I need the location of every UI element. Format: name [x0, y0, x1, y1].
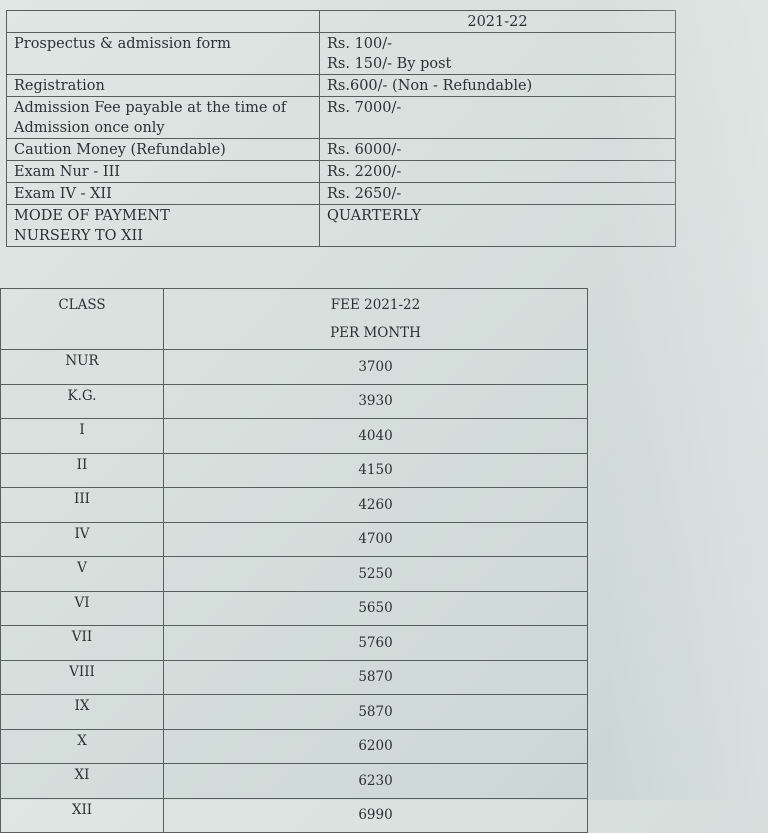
- fee-structure-row: [7, 75, 676, 97]
- fee-item-cell: [7, 139, 320, 161]
- fee-amount-cell: [320, 97, 676, 139]
- fee-amount-cell: [320, 75, 676, 97]
- monthly-fee-cell: 5650: [164, 591, 588, 626]
- fee-structure-header-row: [7, 11, 676, 33]
- fee-item-label: NURSERY TO XII: [14, 228, 143, 244]
- fee-column-header-line2: PER MONTH: [330, 325, 421, 341]
- monthly-fee-cell: 3930: [164, 384, 588, 419]
- class-fee-row: [1, 419, 588, 454]
- monthly-fee-cell: 3700: [164, 350, 588, 385]
- fee-item-cell: [7, 161, 320, 183]
- class-fee-row: [1, 522, 588, 557]
- fee-amount-value: Rs.600/- (Non - Refundable): [327, 78, 533, 94]
- fee-item-label: Caution Money (Refundable): [14, 142, 226, 158]
- class-fee-row: [1, 591, 588, 626]
- fee-item-label: Registration: [14, 78, 105, 94]
- fee-item-label: Prospectus & admission form: [14, 36, 231, 52]
- class-fee-row: [1, 764, 588, 799]
- fee-structure-row: [7, 97, 676, 139]
- fee-column-header-line1: FEE 2021-22: [330, 297, 421, 313]
- monthly-fee-cell: 4700: [164, 522, 588, 557]
- class-name-cell: XI: [1, 764, 164, 799]
- class-name-cell: IX: [1, 695, 164, 730]
- fee-item-cell: [7, 75, 320, 97]
- class-name-cell: IV: [1, 522, 164, 557]
- fee-structure-row: [7, 161, 676, 183]
- fee-item-cell: [7, 183, 320, 205]
- class-fee-row: [1, 350, 588, 385]
- class-fee-row: [1, 798, 588, 833]
- class-name-cell: VIII: [1, 660, 164, 695]
- fee-amount-cell: [320, 205, 676, 247]
- fee-amount-value: QUARTERLY: [327, 208, 422, 224]
- fee-amount-cell: [320, 139, 676, 161]
- fee-amount-cell: [320, 161, 676, 183]
- fee-amount-value: Rs. 6000/-: [327, 142, 402, 158]
- monthly-fee-cell: 4040: [164, 419, 588, 454]
- fee-amount-value: Rs. 7000/-: [327, 100, 402, 116]
- monthly-fee-cell: 5870: [164, 695, 588, 730]
- class-name-cell: X: [1, 729, 164, 764]
- class-name-cell: NUR: [1, 350, 164, 385]
- class-fee-row: [1, 626, 588, 661]
- class-name-cell: VI: [1, 591, 164, 626]
- class-fee-table: [0, 288, 588, 833]
- class-name-cell: K.G.: [1, 384, 164, 419]
- class-column-header: [1, 289, 164, 350]
- class-fee-row: [1, 660, 588, 695]
- fee-structure-table: [6, 10, 676, 247]
- fee-item-label: Admission Fee payable at the time of: [14, 100, 287, 116]
- fee-item-label: Admission once only: [14, 120, 165, 136]
- monthly-fee-cell: 6200: [164, 729, 588, 764]
- monthly-fee-cell: 6990: [164, 798, 588, 833]
- fee-item-cell: [7, 33, 320, 75]
- monthly-fee-cell: 6230: [164, 764, 588, 799]
- class-fee-row: [1, 384, 588, 419]
- class-name-cell: III: [1, 488, 164, 523]
- fee-amount-value: Rs. 2200/-: [327, 164, 402, 180]
- monthly-fee-cell: 4260: [164, 488, 588, 523]
- fee-structure-header-blank: [7, 11, 320, 33]
- fee-amount-value: Rs. 100/-: [327, 36, 393, 52]
- fee-item-label: Exam Nur - III: [14, 164, 121, 180]
- fee-item-cell: [7, 97, 320, 139]
- fee-item-cell: [7, 205, 320, 247]
- class-name-cell: I: [1, 419, 164, 454]
- class-fee-row: [1, 557, 588, 592]
- monthly-fee-cell: 5760: [164, 626, 588, 661]
- class-fee-row: [1, 453, 588, 488]
- monthly-fee-cell: 4150: [164, 453, 588, 488]
- class-name-cell: VII: [1, 626, 164, 661]
- fee-amount-cell: [320, 33, 676, 75]
- fee-structure-row: [7, 205, 676, 247]
- class-name-cell: II: [1, 453, 164, 488]
- class-fee-row: [1, 695, 588, 730]
- fee-amount-cell: [320, 183, 676, 205]
- fee-structure-row: [7, 183, 676, 205]
- class-name-cell: XII: [1, 798, 164, 833]
- fee-amount-value: Rs. 2650/-: [327, 186, 402, 202]
- fee-structure-row: [7, 139, 676, 161]
- class-fee-row: [1, 729, 588, 764]
- fee-item-label: MODE OF PAYMENT: [14, 208, 170, 224]
- fee-column-header: [164, 289, 588, 350]
- fee-structure-year-header: 2021-22: [320, 11, 676, 33]
- class-column-header-label: CLASS: [58, 297, 106, 313]
- class-fee-row: [1, 488, 588, 523]
- monthly-fee-cell: 5250: [164, 557, 588, 592]
- fee-structure-row: [7, 33, 676, 75]
- fee-amount-value: Rs. 150/- By post: [327, 56, 452, 72]
- class-name-cell: V: [1, 557, 164, 592]
- monthly-fee-cell: 5870: [164, 660, 588, 695]
- fee-item-label: Exam IV - XII: [14, 186, 112, 202]
- class-fee-header-row: [1, 289, 588, 350]
